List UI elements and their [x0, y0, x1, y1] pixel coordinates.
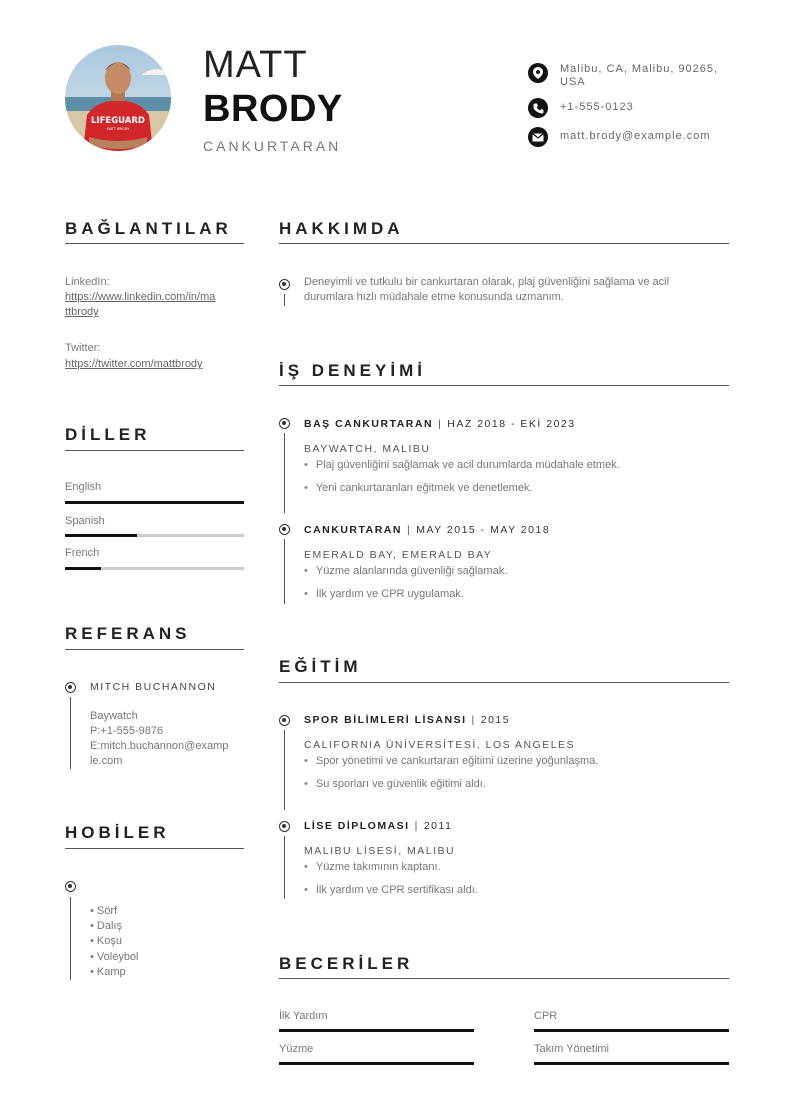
- contact-phone[interactable]: [528, 98, 728, 118]
- education-bullet: • Spor yönetimi ve cankurtaran eğitimi üzerine yoğunlaşma.: [304, 755, 598, 767]
- education-bullet: • İlk yardım ve CPR sertifikası aldı.: [304, 884, 478, 896]
- links-divider: [65, 243, 244, 244]
- hobby-item: • Koşu: [90, 935, 122, 947]
- job-position: CANKURTARAN: [304, 524, 402, 536]
- about-timeline-line: [284, 294, 285, 306]
- education-separator: |: [471, 714, 476, 726]
- job-timeline-line: [284, 539, 285, 604]
- reference-name: MITCH BUCHANNON: [90, 681, 217, 693]
- job-position: BAŞ CANKURTARAN: [304, 418, 434, 430]
- skill-label: CPR: [534, 1010, 558, 1022]
- profile-photo: [65, 45, 171, 151]
- job-period: HAZ 2018 - EKİ 2023: [447, 418, 576, 430]
- linkedin-link-part-1[interactable]: https://www.linkedin.com/in/ma: [65, 291, 216, 303]
- location-pin-icon: [528, 63, 548, 83]
- reference-email-part-1: E:mitch.buchannon@examp: [90, 740, 229, 752]
- job-bullet: • Yüzme alanlarında güvenliği sağlamak.: [304, 565, 507, 577]
- language-french-label: French: [65, 547, 100, 559]
- about-text-line-1: Deneyimli ve tutkulu bir cankurtaran olarak, plaj güvenliğini sağlama ve acil: [304, 276, 670, 288]
- hobbies-divider: [65, 848, 244, 849]
- skill-bar: [279, 1062, 474, 1065]
- linkedin-link-part-2[interactable]: ttbrody: [65, 306, 99, 318]
- job-bullet: • Yeni cankurtaranları eğitmek ve denetlemek.: [304, 482, 533, 494]
- language-english-fill: [65, 501, 244, 504]
- education-title: EĞİTİM: [279, 657, 362, 676]
- job-header: [304, 418, 576, 430]
- job-period: MAY 2015 - MAY 2018: [416, 524, 551, 536]
- last-name: BRODY: [203, 88, 343, 130]
- about-title: HAKKIMDA: [279, 219, 404, 238]
- hobby-item: • Voleybol: [90, 951, 139, 963]
- languages-title: DİLLER: [65, 425, 151, 444]
- language-spanish-bar: [65, 534, 244, 537]
- hobbies-bullet-icon: [65, 881, 76, 892]
- experience-divider: [279, 385, 729, 386]
- language-english-bar: [65, 501, 244, 504]
- job-timeline-line: [284, 433, 285, 513]
- contact-phone-text: +1-555-0123: [560, 101, 634, 113]
- phone-icon: [528, 98, 548, 118]
- language-french-bar: [65, 567, 244, 570]
- education-timeline-line: [284, 730, 285, 810]
- reference-phone: P:+1-555-9876: [90, 725, 164, 737]
- contact-email[interactable]: [528, 127, 728, 147]
- references-title: REFERANS: [65, 624, 191, 643]
- about-divider: [279, 243, 729, 244]
- job-role: CANKURTARAN: [203, 138, 342, 154]
- contact-address: [528, 63, 728, 89]
- contact-email-text: matt.brody@example.com: [560, 130, 711, 142]
- skill-bar: [534, 1029, 729, 1032]
- twitter-link[interactable]: https://twitter.com/mattbrody: [65, 358, 203, 370]
- linkedin-label: LinkedIn:: [65, 276, 110, 288]
- education-bullet: • Yüzme takımının kaptanı.: [304, 861, 441, 873]
- skill-label: İlk Yardım: [279, 1010, 328, 1022]
- skill-bar: [534, 1062, 729, 1065]
- education-header: [304, 820, 452, 832]
- references-divider: [65, 649, 244, 650]
- hobby-item: • Sörf: [90, 905, 118, 917]
- education-school: CALIFORNIA ÜNİVERSİTESİ, LOS ANGELES: [304, 739, 576, 751]
- hobby-item: • Dalış: [90, 920, 122, 932]
- education-year: 2015: [480, 714, 511, 726]
- education-timeline-line: [284, 836, 285, 899]
- job-bullet-icon: [279, 418, 290, 429]
- photo-shirt-text: LIFEGUARD: [91, 116, 145, 126]
- language-spanish-label: Spanish: [65, 515, 105, 527]
- education-header: [304, 714, 510, 726]
- about-text-line-2: durumlara hızlı müdahale etme konusunda uzmanım.: [304, 291, 564, 303]
- job-header: [304, 524, 550, 536]
- education-bullet-icon: [279, 821, 290, 832]
- contact-address-text: Malibu, CA, Malibu, 90265, USA: [560, 63, 719, 88]
- job-company: EMERALD BAY, EMERALD BAY: [304, 549, 493, 561]
- about-bullet-icon: [279, 279, 290, 290]
- envelope-icon: [528, 127, 548, 147]
- skill-label: Yüzme: [279, 1043, 314, 1055]
- twitter-label: Twitter:: [65, 342, 101, 354]
- skill-bar: [279, 1029, 474, 1032]
- hobby-item: • Kamp: [90, 966, 126, 978]
- languages-divider: [65, 450, 244, 451]
- education-year: 2011: [423, 820, 453, 832]
- first-name: MATT: [203, 44, 308, 86]
- skills-title: BECERİLER: [279, 954, 414, 973]
- links-title: BAĞLANTILAR: [65, 219, 232, 238]
- skill-label: Takım Yönetimi: [534, 1043, 609, 1055]
- job-separator: |: [438, 418, 443, 430]
- job-separator: |: [406, 524, 412, 536]
- education-bullet-icon: [279, 715, 290, 726]
- reference-email-part-2: le.com: [90, 755, 123, 767]
- education-separator: |: [414, 820, 419, 832]
- language-spanish-fill: [65, 534, 137, 537]
- photo-shirt-subtext: MATT BRODY: [106, 127, 130, 131]
- reference-company: Baywatch: [90, 710, 138, 722]
- education-bullet: • Su sporları ve güvenlik eğitimi aldı.: [304, 778, 486, 790]
- job-bullet: • Plaj güvenliğini sağlamak ve acil durumlarda müdahale etmek.: [304, 459, 620, 471]
- skills-divider: [279, 978, 729, 979]
- job-bullet-icon: [279, 524, 290, 535]
- language-english-label: English: [65, 481, 102, 493]
- education-degree: SPOR BİLİMLERİ LİSANSI: [304, 714, 467, 726]
- job-company: BAYWATCH, MALIBU: [304, 443, 431, 455]
- job-bullet: • İlk yardım ve CPR uygulamak.: [304, 588, 464, 600]
- language-french-fill: [65, 567, 101, 570]
- education-degree: LİSE DİPLOMASI: [304, 820, 410, 832]
- experience-title: İŞ DENEYİMİ: [279, 361, 426, 380]
- hobbies-title: HOBİLER: [65, 823, 170, 842]
- reference-timeline-line: [70, 697, 71, 769]
- education-divider: [279, 682, 729, 683]
- education-school: MALIBU LİSESİ, MALIBU: [304, 845, 456, 857]
- hobbies-timeline-line: [70, 897, 71, 980]
- reference-bullet-icon: [65, 682, 76, 693]
